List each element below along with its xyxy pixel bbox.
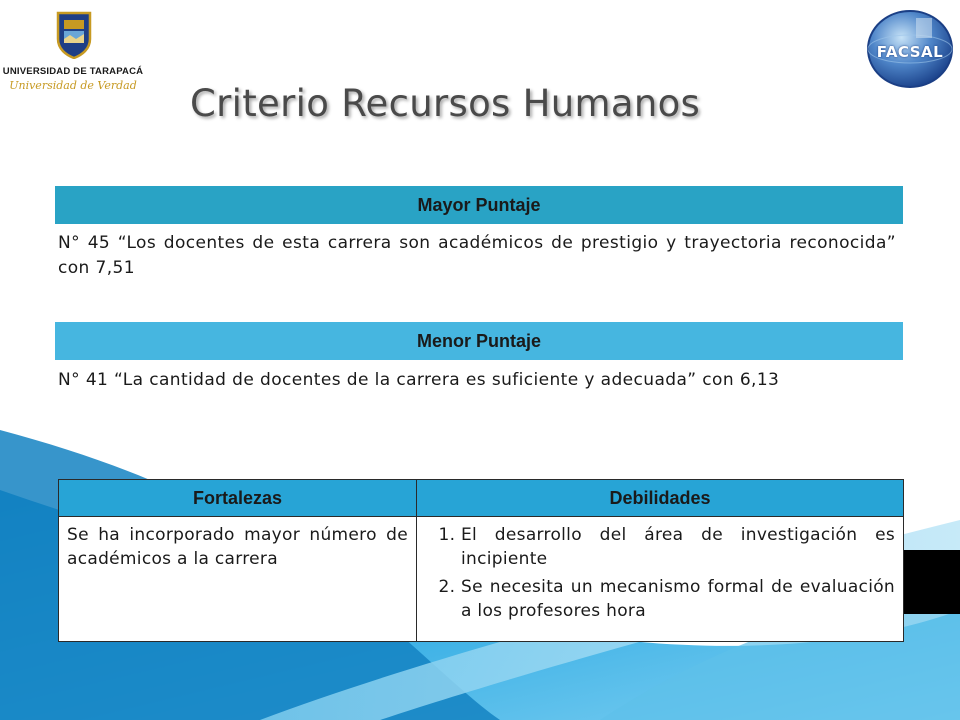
university-name: UNIVERSIDAD DE TARAPACÁ [2, 66, 144, 77]
facsal-logo-text: FACSAL [876, 43, 944, 61]
decorative-black-band [904, 550, 960, 614]
weaknesses-list [425, 523, 895, 623]
shield-icon [56, 9, 92, 59]
weaknesses-header: Debilidades [417, 480, 904, 517]
university-motto: Universidad de Verdad [9, 79, 137, 92]
major-score-header: Mayor Puntaje [55, 186, 903, 224]
strengths-weaknesses-table [58, 479, 904, 642]
weaknesses-cell [417, 517, 904, 642]
minor-score-header: Menor Puntaje [55, 322, 903, 360]
major-score-text: N° 45 “Los docentes de esta carrera son académicos de prestigio y trayectoria reconocida” con 7,51 [58, 233, 896, 278]
table-header-row [59, 480, 904, 517]
list-item: 1. El desarrollo del área de investigación es incipiente [461, 523, 895, 571]
page-title: Criterio Recursos Humanos [190, 82, 701, 125]
strengths-header: Fortalezas [59, 480, 417, 517]
strengths-cell: Se ha incorporado mayor número de académicos a la carrera [59, 517, 417, 642]
facsal-logo [866, 8, 954, 90]
university-logo [0, 0, 146, 105]
list-item: 2. Se necesita un mecanismo formal de evaluación a los profesores hora [461, 575, 895, 623]
table-row [59, 517, 904, 642]
minor-score-text: N° 41 “La cantidad de docentes de la carrera es suficiente y adecuada” con 6,13 [58, 370, 780, 390]
